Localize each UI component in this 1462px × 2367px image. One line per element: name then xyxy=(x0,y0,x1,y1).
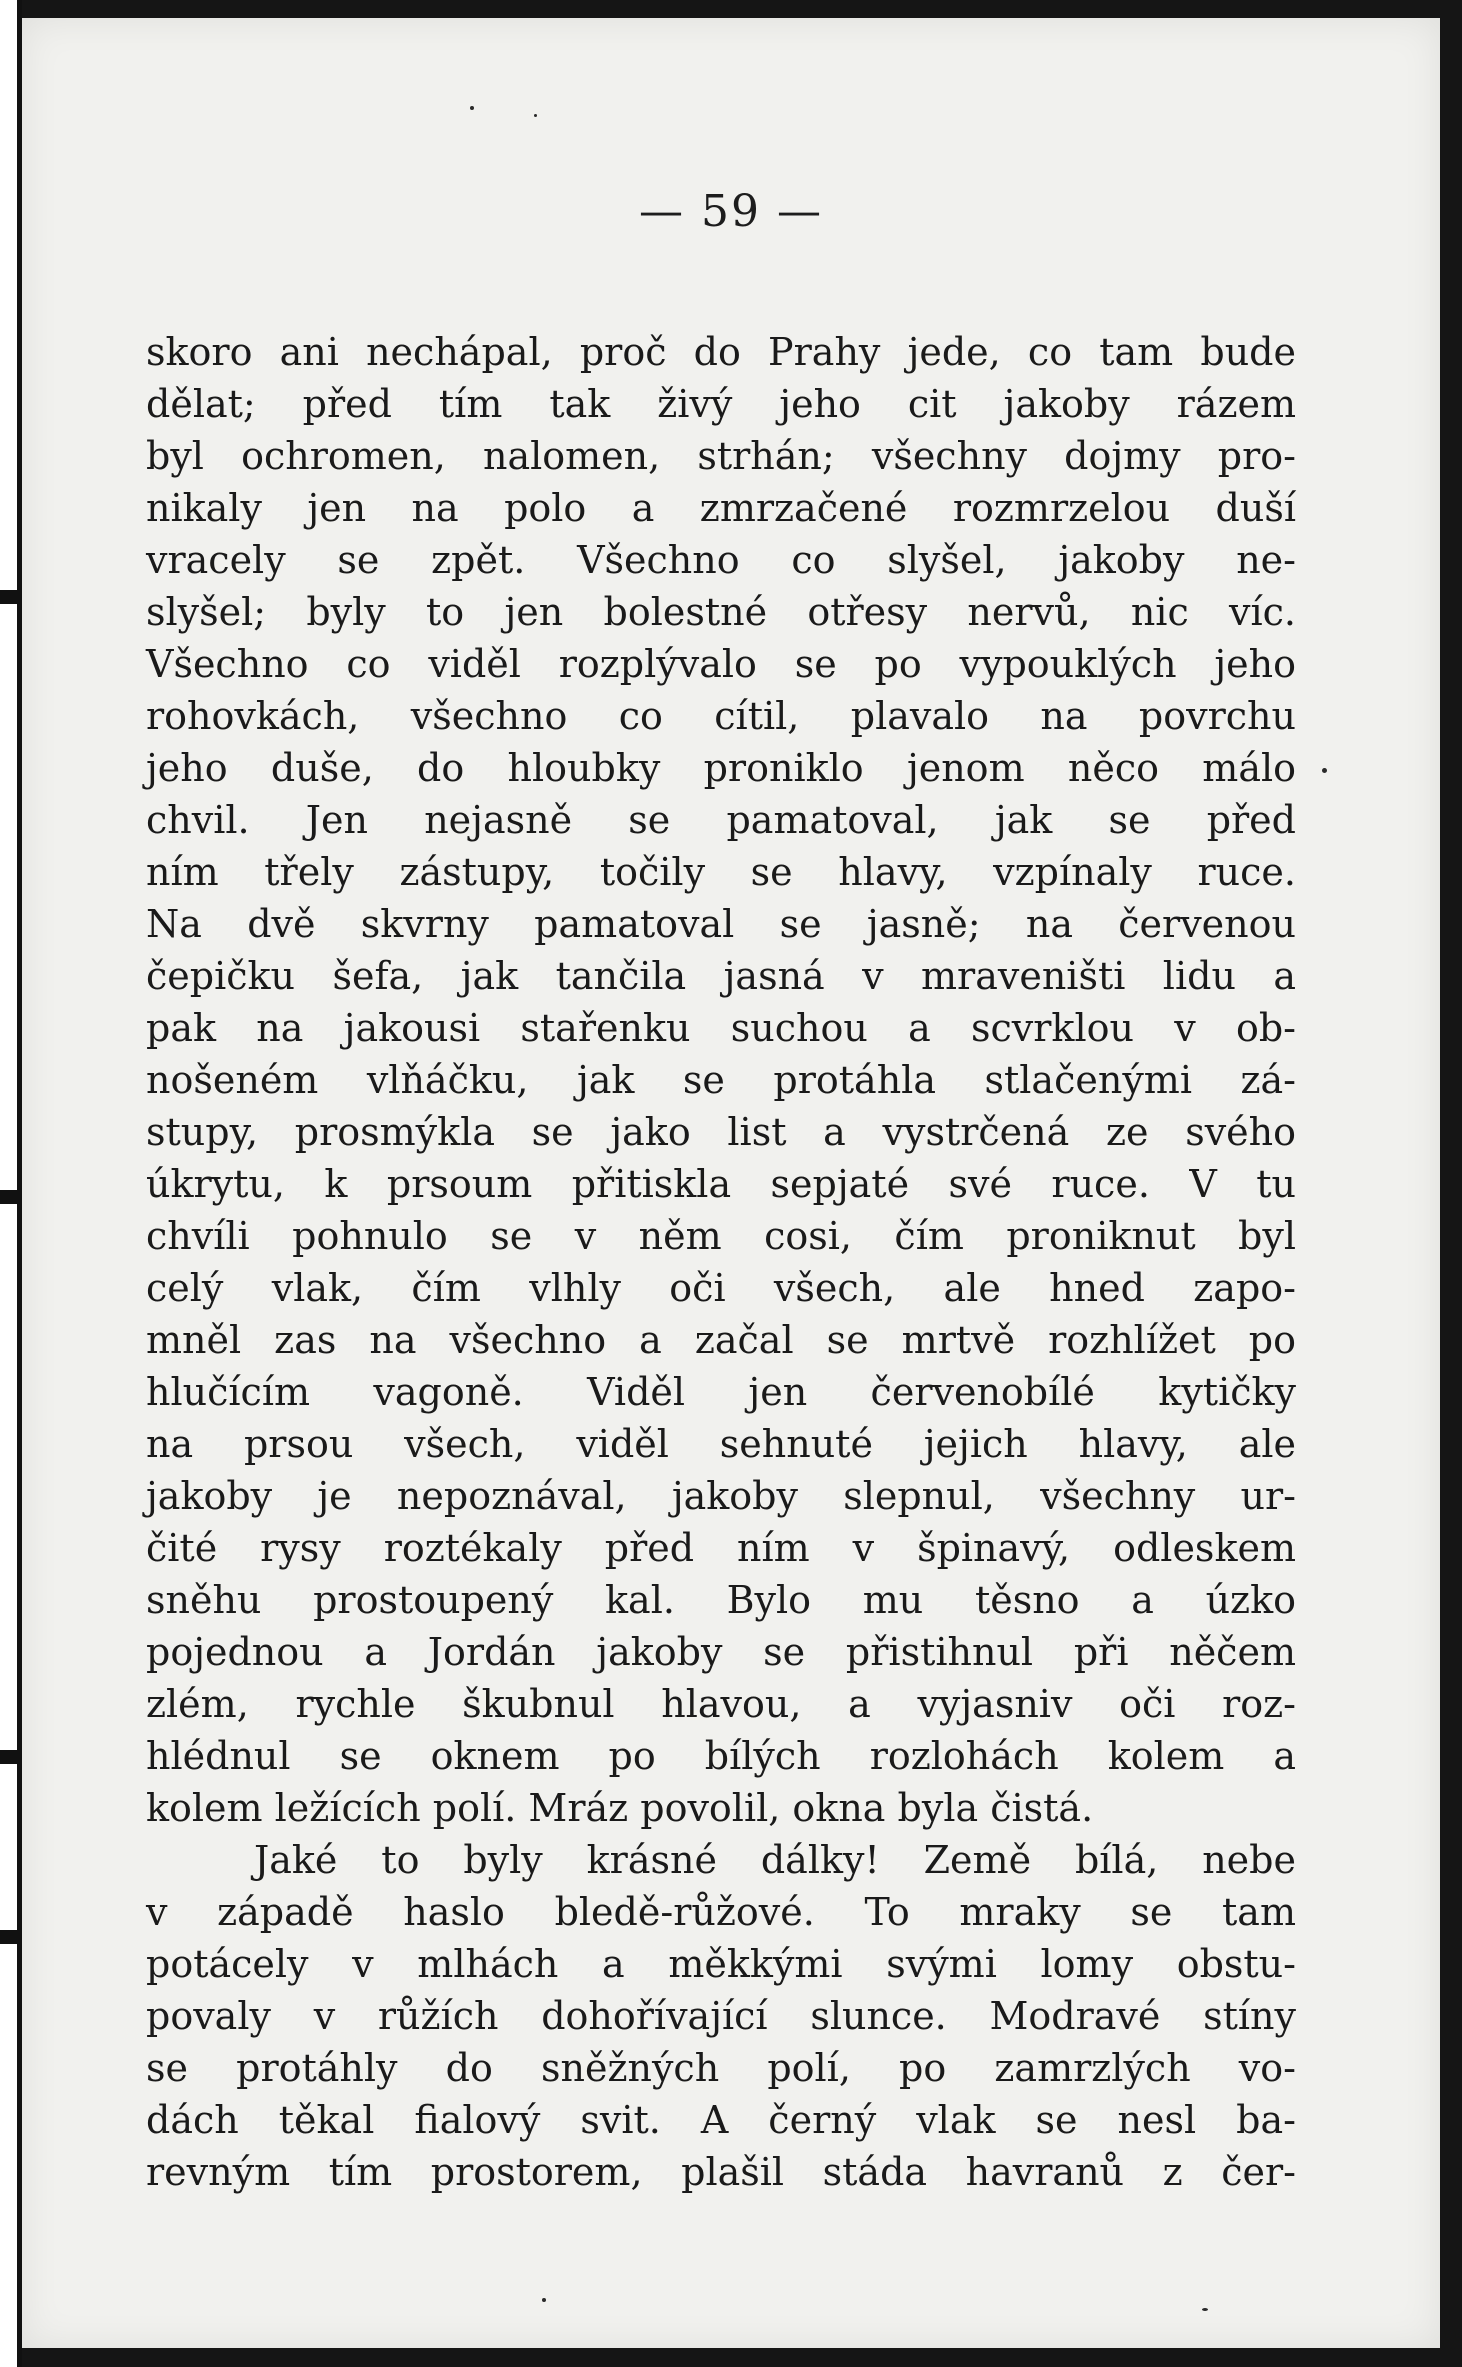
paper-speck xyxy=(1322,768,1327,773)
text-line: vracely se zpět. Všechno co slyšel, jakoby ne- xyxy=(146,538,1296,582)
text-line: skoro ani nechápal, proč do Prahy jede, co tam bude xyxy=(146,330,1296,374)
paper-speck xyxy=(1202,2308,1208,2311)
text-line: Všechno co viděl rozplývalo se po vypouklých jeho xyxy=(146,642,1296,686)
text-line: hlučícím vagoně. Viděl jen červenobílé kytičky xyxy=(146,1370,1296,1414)
paper-speck xyxy=(542,2298,546,2302)
text-line: dělat; před tím tak živý jeho cit jakoby rázem xyxy=(146,382,1296,426)
text-line: čepičku šefa, jak tančila jasná v mraveništi lidu a xyxy=(146,954,1296,998)
text-line: úkrytu, k prsoum přitiskla sepjaté své ruce. V tu xyxy=(146,1162,1296,1206)
text-line: na prsou všech, viděl sehnuté jejich hlavy, ale xyxy=(146,1422,1296,1466)
text-line: nošeném vlňáčku, jak se protáhla stlačenými zá- xyxy=(146,1058,1296,1102)
text-line: zlém, rychle škubnul hlavou, a vyjasniv oči roz- xyxy=(146,1682,1296,1726)
text-line: čité rysy roztékaly před ním v špinavý, odleskem xyxy=(146,1526,1296,1570)
paper-speck xyxy=(470,106,474,110)
book-page xyxy=(22,18,1440,2348)
text-line: kolem ležících polí. Mráz povolil, okna byla čistá. xyxy=(146,1786,1094,1830)
text-line: chvíli pohnulo se v něm cosi, čím proniknut byl xyxy=(146,1214,1296,1258)
paper-speck xyxy=(534,114,537,117)
text-line: slyšel; byly to jen bolestné otřesy nervů, nic víc. xyxy=(146,590,1296,634)
text-line: nikaly jen na polo a zmrzačené rozmrzelou duší xyxy=(146,486,1296,530)
text-line: revným tím prostorem, plašil stáda havranů z čer- xyxy=(146,2150,1296,2194)
text-line: dách těkal fialový svit. A černý vlak se nesl ba- xyxy=(146,2098,1296,2142)
text-line: byl ochromen, nalomen, strhán; všechny dojmy pro- xyxy=(146,434,1296,478)
text-line: Na dvě skvrny pamatoval se jasně; na červenou xyxy=(146,902,1296,946)
text-line: pojednou a Jordán jakoby se přistihnul při něčem xyxy=(146,1630,1296,1674)
text-line: v západě haslo bledě-růžové. To mraky se tam xyxy=(146,1890,1296,1934)
text-line: povaly v růžích dohořívající slunce. Modravé stíny xyxy=(146,1994,1296,2038)
binding-edge xyxy=(0,0,22,2367)
text-line: celý vlak, čím vlhly oči všech, ale hned zapo- xyxy=(146,1266,1296,1310)
text-line: mněl zas na všechno a začal se mrtvě rozhlížet po xyxy=(146,1318,1296,1362)
text-line: sněhu prostoupený kal. Bylo mu těsno a úzko xyxy=(146,1578,1296,1622)
text-line: Jaké to byly krásné dálky! Země bílá, nebe xyxy=(254,1838,1296,1882)
text-line: jeho duše, do hloubky proniklo jenom něco málo xyxy=(146,746,1296,790)
text-line: hlédnul se oknem po bílých rozlohách kolem a xyxy=(146,1734,1296,1778)
text-line: potácely v mlhách a měkkými svými lomy obstu- xyxy=(146,1942,1296,1986)
body-text xyxy=(146,326,1296,2198)
text-line: pak na jakousi stařenku suchou a scvrklou v ob- xyxy=(146,1006,1296,1050)
text-line: ním třely zástupy, točily se hlavy, vzpínaly ruce. xyxy=(146,850,1296,894)
text-line: rohovkách, všechno co cítil, plavalo na povrchu xyxy=(146,694,1296,738)
text-line: chvil. Jen nejasně se pamatoval, jak se před xyxy=(146,798,1296,842)
page-number: — 59 — xyxy=(639,186,823,237)
text-line: se protáhly do sněžných polí, po zamrzlých vo- xyxy=(146,2046,1296,2090)
text-line: stupy, prosmýkla se jako list a vystrčená ze svého xyxy=(146,1110,1296,1154)
text-line: jakoby je nepoznával, jakoby slepnul, všechny ur- xyxy=(146,1474,1296,1518)
